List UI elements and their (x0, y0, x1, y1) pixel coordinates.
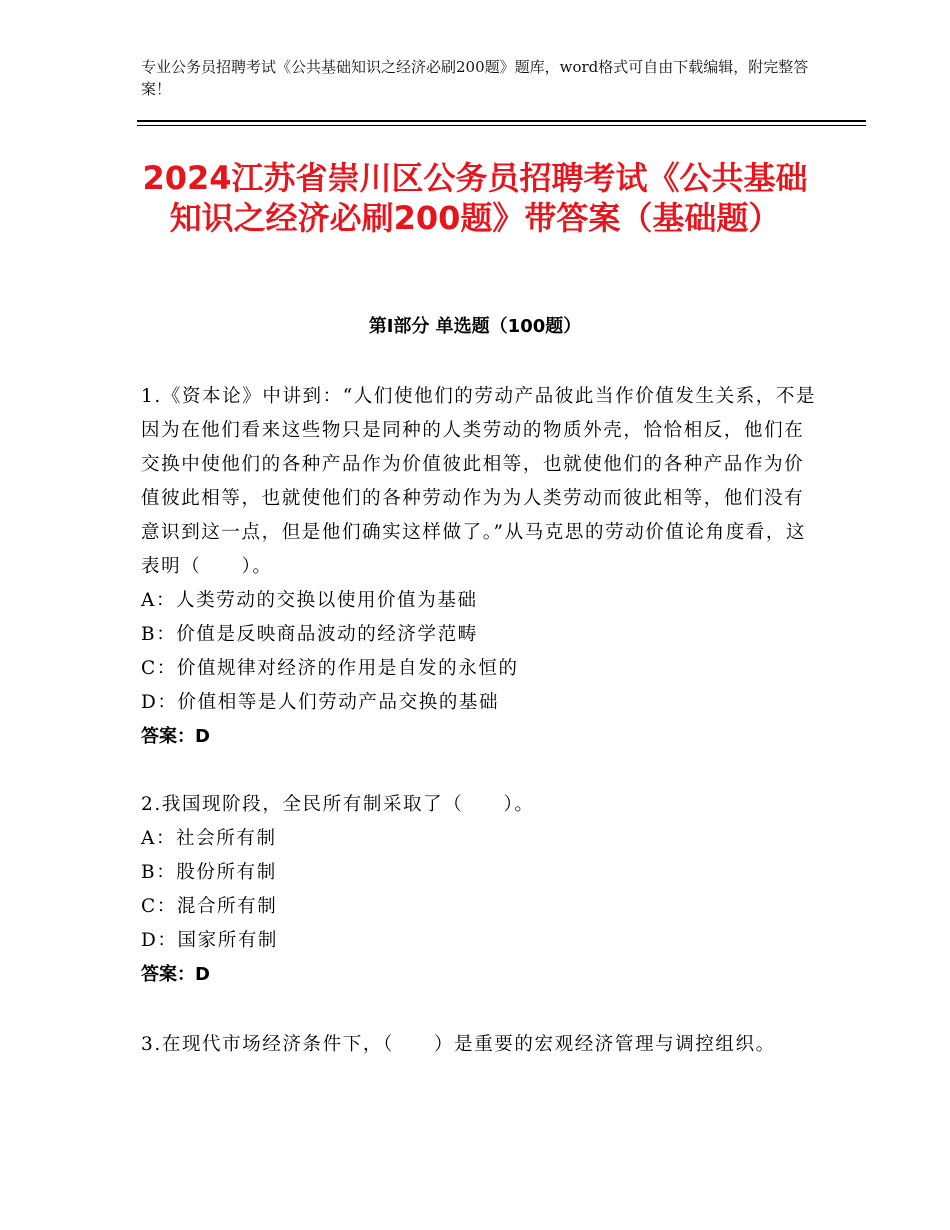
question-3 (141, 1028, 821, 1062)
option-d: D：国家所有制 (141, 930, 279, 951)
header-note: 专业公务员招聘考试《公共基础知识之经济必刷200题》题库，word格式可自由下载编辑，附完整答案！ (141, 58, 809, 98)
question-1 (141, 380, 821, 754)
answer: 答案：D (141, 726, 210, 747)
section-title: 第Ⅰ部分 单选题（100题） (368, 316, 582, 337)
option-c: C：混合所有制 (141, 896, 278, 917)
question-2 (141, 788, 821, 992)
option-a: A：社会所有制 (141, 828, 277, 849)
option-c: C：价值规律对经济的作用是自发的永恒的 (141, 658, 519, 679)
header-divider-thin (137, 125, 866, 126)
answer: 答案：D (141, 964, 210, 985)
option-a: A：人类劳动的交换以使用价值为基础 (141, 590, 478, 611)
option-b: B：股份所有制 (141, 862, 277, 883)
option-b: B：价值是反映商品波动的经济学范畴 (141, 624, 478, 645)
question-text: 2.我国现阶段，全民所有制采取了（ ）。 (141, 794, 535, 815)
option-d: D：价值相等是人们劳动产品交换的基础 (141, 692, 500, 713)
document-title: 2024江苏省崇川区公务员招聘考试《公共基础知识之经济必刷200题》带答案（基础题） (142, 159, 808, 237)
question-text: 3.在现代市场经济条件下，（ ）是重要的宏观经济管理与调控组织。 (141, 1034, 776, 1055)
question-text: 1.《资本论》中讲到：“人们使他们的劳动产品彼此当作价值发生关系，不是因为在他们看来这些物只是同种的人类劳动的物质外壳，恰恰相反，他们在交换中使他们的各种产品作为价值彼此相等，也就使他们的各种产品作为价值彼此相等，也就使他们的各种劳动作为为人类劳动而彼此相等，他们没有意识到这一点，但是他们确实这样做了。”从马克思的劳动价值论角度看，这表明（ ）。 (141, 386, 817, 577)
header-divider-thick (137, 120, 866, 122)
